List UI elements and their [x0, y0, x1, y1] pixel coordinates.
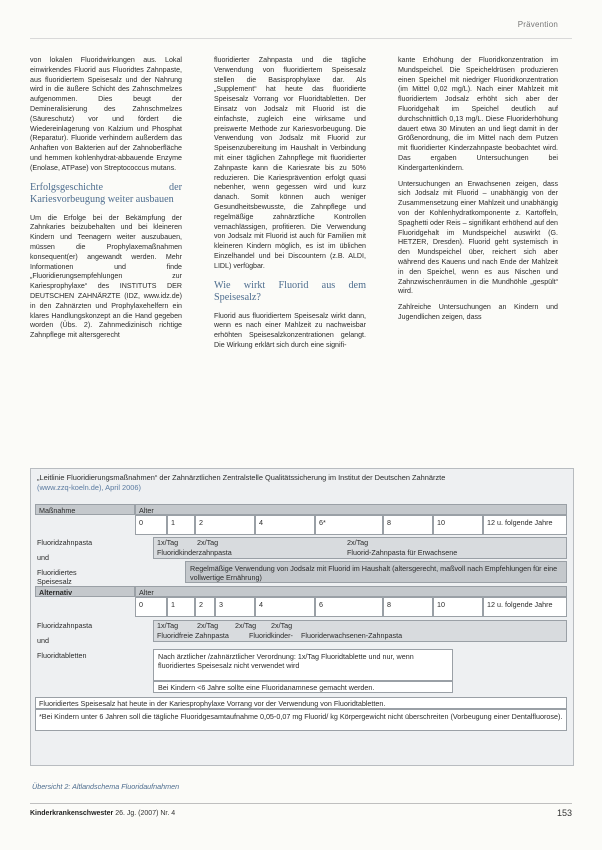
box-title-text: „Leitlinie Fluoridierungsmaßnahmen“ der Zahnärztlichen Zentralstelle Qualitätssicherung im Institut der Deutschen Zahnärzte: [37, 473, 446, 482]
paragraph: fluoridierter Zahnpasta und die tägliche Verwendung von fluoridiertem Speisesalz stellen die Basisprophylaxe dar. Als „Supplement“ hat heute das fluoridierte Speisesalz Vorrang vor Fluoridtabletten. Der Einsatz von Jodsalz mit Fluorid ist die einfachste, zugleich eine wirksame und preiswerte Methode zur Kariesvorbeugung. Die Verwendung von Jodsalz mit Fluorid zur Speisenzubereitung im Haushalt in Verbindung mit einer täglichen Zahnpflege mit fluoridierter Zahnpaste kann die Kariesrate bis zu 50% reduzieren. Die Kariesprävention erfolgt quasi nebenher, wenn gegessen wird und kurz danach. Somit können auch weniger Gesundheitsbewusste, die Zahnpflege und regelmäßige zahnärztliche Kontrollen vernachlässigen, profitieren. Die Verwendung von Jodsalz mit Fluorid ist auch für Familien mit kleineren Kindern möglich, es ist im üblichen Einzelhandel und bei Discountern (z.B. ALDI, LIDL) verfügbar.: [214, 56, 366, 270]
freq-label: 2x/Tag: [347, 538, 369, 547]
page-footer: [30, 810, 175, 817]
salt-note: Regelmäßige Verwendung von Jodsalz mit Fluorid im Haushalt (altersgerecht, maßvoll nach Empfehlungen für eine vollwertige Ernährung): [185, 561, 567, 583]
journal-name: Kinderkrankenschwester: [30, 810, 114, 817]
paragraph: kante Erhöhung der Fluoridkonzentration im Mundspeichel. Die Speicheldrüsen produzieren einen Speichel mit niedriger Fluoridkonzentration (im Mittel 0,02 mg/L). Nach einer Mahlzeit mit fluoridiertem Jodsalz erhöht sich aber der Fluoridgehalt im Speichel deutlich auf durchschnittlich 0,13 mg/L. Diese Fluoriderhöhung dauert etwa 30 Minuten an und liegt damit in der Größenordnung, die im Mittel nach dem Putzen mit fluoridierter Kinderzahnpaste beobachtet wird. Das ergaben Untersuchungen bei Kindergartenkindern.: [398, 56, 558, 172]
row-label-line: Fluoridtabletten: [37, 651, 87, 660]
figure-caption: Übersicht 2: Altlandschema Fluoridaufnahmen: [32, 782, 180, 791]
freq-label: 2x/Tag: [197, 538, 219, 547]
col-header-measure: Maßnahme: [35, 504, 135, 515]
row-label-line: Fluoridzahnpasta: [37, 621, 93, 630]
age-cell: 12 u. folgende Jahre: [483, 597, 567, 617]
paragraph: Fluorid aus fluoridiertem Speisesalz wirkt dann, wenn es nach einer Mahlzeit zu nachweisbar erhöhten Speisesalzkonzentrationen gelangt. Die Wirkung erklärt sich durch eine signifi-: [214, 311, 366, 349]
freq-label: 2x/Tag: [235, 621, 257, 630]
table-footer-2: *Bei Kindern unter 6 Jahren soll die tägliche Fluoridgesamtaufnahme 0,05-0,07 mg Fluorid/ kg Körpergewicht nicht überschreiten (Vorbeugung einer Dentalfluorose).: [35, 709, 567, 731]
age-cell: 2: [195, 597, 215, 617]
column-3: [398, 56, 558, 329]
alt-paste-label: Fluoridfreie Zahnpasta: [157, 631, 229, 640]
freq-label: 2x/Tag: [271, 621, 293, 630]
age-cell: 0: [135, 597, 167, 617]
subheading: Wie wirkt Fluorid aus dem Speisesalz?: [214, 279, 366, 303]
freq-label: 1x/Tag: [157, 621, 179, 630]
kinder-paste-label: Fluoridkinderzahnpasta: [157, 548, 232, 557]
row-label: [37, 621, 133, 660]
age-cell: 10: [433, 597, 483, 617]
paragraph: Untersuchungen an Erwachsenen zeigen, dass sich Jodsalz mit Fluorid – unabhängig von der Zusammensetzung einer Mahlzeit und unabhängig von der Kohlenhydratkomponente z. Kartoffeln, Spaghetti oder Reis – signifikant erhöhend auf den Fluoridgehalt im Mundspeichel auswirkt (G. HETZER, Dresden). Fluorid geht systemisch in den Mundspeichel über, reichert sich aber während des Kauens und nach Ende der Mahlzeit in den Speichel, wenn es aus Nischen und Zahnzwischenräumen in die Mundhöhle „gespült“ wird.: [398, 179, 558, 296]
source-link[interactable]: (www.zzq-koeln.de), April 2006): [37, 483, 141, 492]
paragraph: Zahlreiche Untersuchungen an Kindern und Jugendlichen zeigen, dass: [398, 303, 558, 321]
age-cell: 10: [433, 515, 483, 535]
section-header: Prävention: [517, 20, 558, 29]
journal-issue: 26. Jg. (2007) Nr. 4: [115, 810, 176, 817]
row-label-line: Fluoridzahnpasta: [37, 538, 93, 547]
page-number: 153: [556, 808, 572, 818]
header-divider: [30, 38, 572, 39]
subheading: Erfolgsgeschichte der Kariesvorbeugung weiter ausbauen: [30, 181, 182, 205]
age-cell: 0: [135, 515, 167, 535]
fluoride-table: [35, 504, 567, 754]
adult-paste-label: Fluorid-Zahnpasta für Erwachsene: [347, 548, 458, 557]
age-cell: 2: [195, 515, 255, 535]
column-1: [30, 56, 182, 347]
age-cell: 4: [255, 515, 315, 535]
age-cell: 1: [167, 597, 195, 617]
alt-paste-label: Fluoridkinder-: [249, 631, 293, 640]
row-label: [37, 538, 133, 586]
freq-label: 1x/Tag: [157, 538, 179, 547]
column-2: [214, 56, 366, 357]
paragraph: Um die Erfolge bei der Bekämpfung der Zahnkaries beizubehalten und bei kleineren Kindern und Teenagern weiter auszubauen, müssen die Prophylaxemaßnahmen konsequent(er) angewandt werden. Mehr Informationen und finde „Fluoridierungsempfehlungen zur Kariesprophylaxe“ des INSTITUTS DER DEUTSCHEN ZAHNÄRZTE (IDZ, www.idz.de) in den Zahnärzten und Prophylaxehelfern ein klares Handlungskonzept an die Hand gegeben worden (Übs. 2). Zahnmedizinisch richtige Zahnpflege mit altersgerecht: [30, 213, 182, 340]
freq-label: 2x/Tag: [197, 621, 219, 630]
age-cell: 1: [167, 515, 195, 535]
age-cell: 3: [215, 597, 255, 617]
alt-paste-label: Fluoriderwachsenen-Zahnpasta: [301, 631, 403, 640]
age6-note: Bei Kindern <6 Jahre sollte eine Fluoridanamnese gemacht werden.: [153, 681, 453, 693]
row-label-line: Fluoridiertes: [37, 568, 77, 577]
age-cell: 4: [255, 597, 315, 617]
age-cell: 6: [315, 597, 383, 617]
paragraph: von lokalen Fluoridwirkungen aus. Lokal einwirkendes Fluorid aus Fluoridtes Zahnpaste, aus fluoridiertem Speisesalz und der Nahrung wird in die äußere Schicht des Zahnschmelzes aufgenommen. Dies beugt der Demineralisierung des Zahnschmelzes (Säureschutz) vor und fördert die Wiedereinlagerung von Kalzium und Phosphat (Reparatur). Fluoride verhindern außerdem das Anhaften von Bakterien auf der Zahnoberfläche und hemmen kohlenhydrat-abbauende Enzyme (Enolase, ATPase) von Streptococcus mutans.: [30, 56, 182, 172]
age-cell: 8: [383, 515, 433, 535]
col-header-age: Alter: [135, 504, 567, 515]
age-cell: 12 u. folgende Jahre: [483, 515, 567, 535]
footer-divider: [30, 803, 572, 804]
table-footer-1: Fluoridiertes Speisesalz hat heute in der Kariesprophylaxe Vorrang vor der Verwendung von Fluoridtabletten.: [35, 697, 567, 709]
box-title: [37, 473, 557, 493]
age-cell: 8: [383, 597, 433, 617]
row-label-line: und: [37, 636, 49, 645]
alternativ-label: Alternativ: [35, 586, 135, 597]
row-label-line: und: [37, 553, 49, 562]
col-header-age: Alter: [135, 586, 567, 597]
age-cell: 6*: [315, 515, 383, 535]
row-label-line: Speisesalz: [37, 577, 72, 586]
overview-box: [30, 468, 574, 766]
tablet-note: Nach ärztlicher /zahnärztlicher Verordnung: 1x/Tag Fluoridtablette und nur, wenn fluoridiertes Speisesalz nicht verwendet wird: [153, 649, 453, 681]
